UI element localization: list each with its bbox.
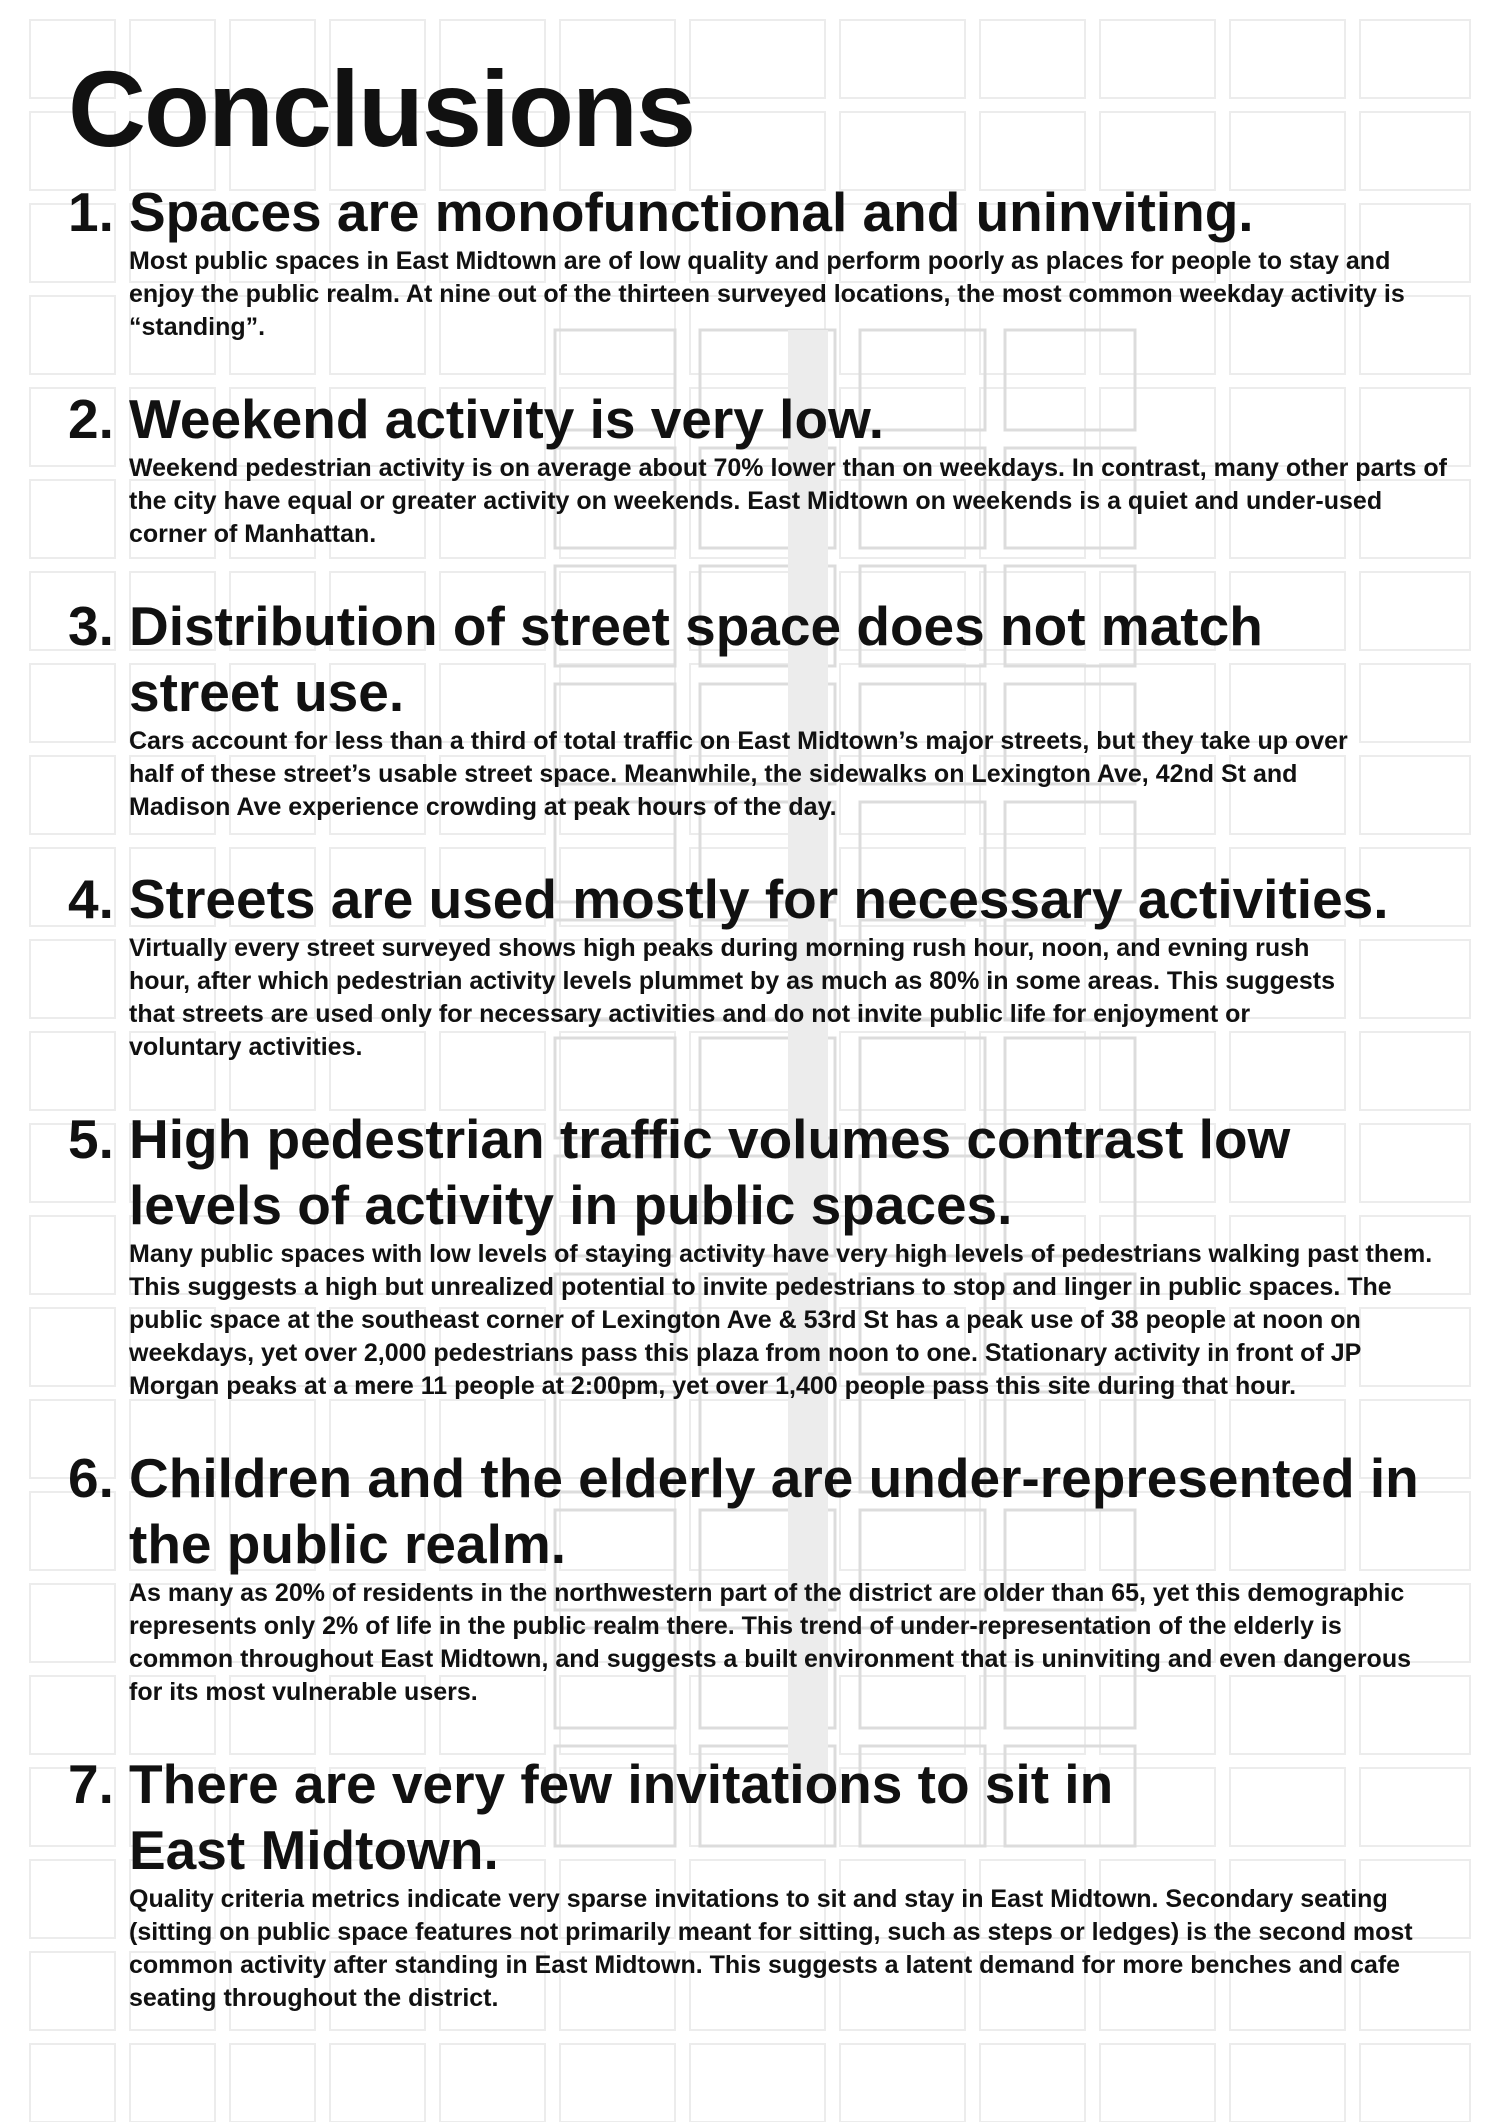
- finding-heading: Spaces are monofunctional and uninviting.: [129, 181, 1254, 243]
- finding-number: 5.: [68, 1108, 114, 1170]
- finding-heading: There are very few invitations to sit in East Midtown.: [129, 1753, 1114, 1881]
- finding-body: Quality criteria metrics indicate very sparse invitations to sit and stay in East Midtown. Secondary seating (sitting on public space features not primarily meant for sitting, such as steps or ledges) is the second most common activity after standing in East Midtown. This suggests a latent demand for more benches and cafe seating throughout the district.: [129, 1885, 1413, 2012]
- finding-6: [68, 1445, 1448, 1709]
- finding-1: [68, 179, 1448, 344]
- finding-heading: Distribution of street space does not match street use.: [129, 595, 1263, 723]
- finding-body: Many public spaces with low levels of staying activity have very high levels of pedestrians walking past them. This suggests a high but unrealized potential to invite pedestrians to stop and linger in public spaces. The public space at the southeast corner of Lexington Ave & 53rd St has a peak use of 38 people at noon on weekdays, yet over 2,000 pedestrians pass this plaza from noon to one. Stationary activity in front of JP Morgan peaks at a mere 11 people at 2:00pm, yet over 1,400 people pass this site during that hour.: [129, 1240, 1433, 1400]
- finding-body: Most public spaces in East Midtown are of low quality and perform poorly as places for people to stay and enjoy the public realm. At nine out of the thirteen surveyed locations, the most common weekday activity is “standing”.: [129, 247, 1405, 341]
- finding-number: 4.: [68, 868, 114, 930]
- finding-5: [68, 1106, 1448, 1403]
- finding-2: [68, 386, 1448, 551]
- finding-body: Virtually every street surveyed shows high peaks during morning rush hour, noon, and evning rush hour, after which pedestrian activity levels plummet by as much as 80% in some areas. This suggests that streets are used only for necessary activities and do not invite public life for enjoyment or voluntary activities.: [129, 934, 1335, 1061]
- finding-4: [68, 866, 1448, 1064]
- finding-number: 6.: [68, 1447, 114, 1509]
- finding-7: [68, 1751, 1448, 2015]
- finding-number: 2.: [68, 388, 114, 450]
- finding-heading: Children and the elderly are under-represented in the public realm.: [129, 1447, 1419, 1575]
- finding-body: As many as 20% of residents in the northwestern part of the district are older than 65, yet this demographic represents only 2% of life in the public realm there. This trend of under-representation of the elderly is common throughout East Midtown, and suggests a built environment that is uninviting and even dangerous for its most vulnerable users.: [129, 1579, 1412, 1706]
- finding-number: 7.: [68, 1753, 114, 1815]
- finding-3: [68, 593, 1448, 824]
- finding-heading: Weekend activity is very low.: [129, 388, 885, 450]
- finding-heading: High pedestrian traffic volumes contrast low levels of activity in public spaces.: [129, 1108, 1291, 1236]
- finding-number: 3.: [68, 595, 114, 657]
- finding-number: 1.: [68, 181, 114, 243]
- finding-body: Weekend pedestrian activity is on average about 70% lower than on weekdays. In contrast, many other parts of the city have equal or greater activity on weekends. East Midtown on weekends is a quiet and under-used corner of Manhattan.: [129, 454, 1447, 548]
- document-content: [68, 48, 1448, 2015]
- finding-heading: Streets are used mostly for necessary activities.: [129, 868, 1389, 930]
- finding-body: Cars account for less than a third of total traffic on East Midtown’s major streets, but they take up over half of these street’s usable street space. Meanwhile, the sidewalks on Lexington Ave, 42nd St and Madison Ave experience crowding at peak hours of the day.: [129, 727, 1348, 821]
- page-title: Conclusions: [68, 48, 695, 169]
